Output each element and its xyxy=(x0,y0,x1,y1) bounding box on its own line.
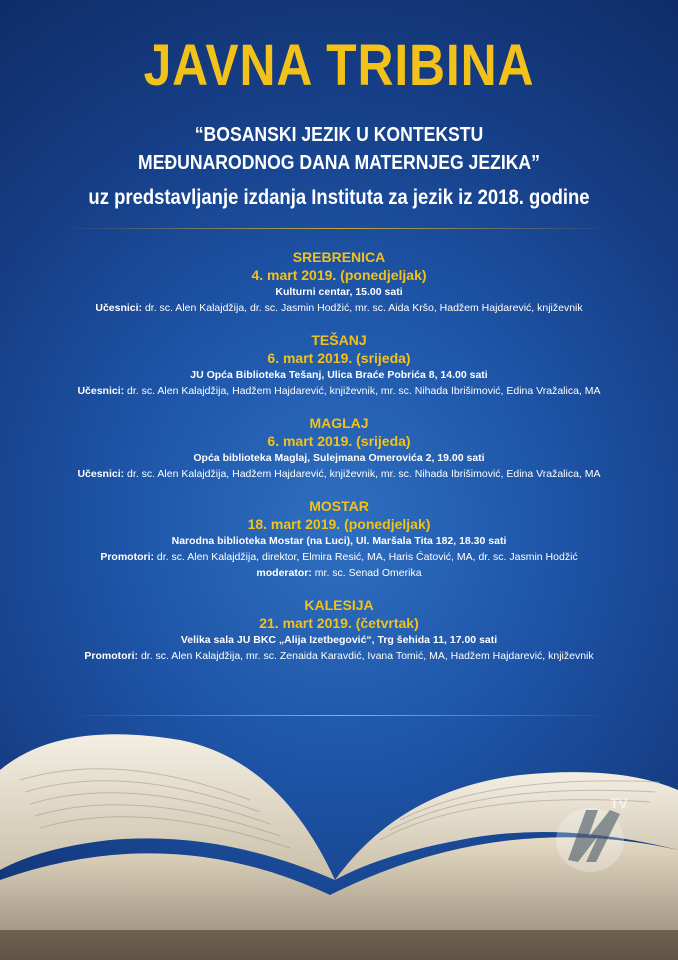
event-date: 21. mart 2019. (četvrtak) xyxy=(259,615,419,631)
svg-text:TV: TV xyxy=(610,795,628,811)
event-participants: Učesnici: dr. sc. Alen Kalajdžija, dr. sc. Jasmin Hodžić, mr. sc. Aida Kršo, Hadžem Hajdarević, književnik xyxy=(95,302,583,314)
event-participants: Promotori: dr. sc. Alen Kalajdžija, mr. sc. Zenaida Karavdić, Ivana Tomić, MA, Hadžem Hajdarević, književnik xyxy=(84,650,594,662)
event-moderator: moderator: mr. sc. Senad Omerika xyxy=(256,567,422,579)
event-srebrenica xyxy=(0,248,678,316)
event-maglaj xyxy=(0,414,678,482)
event-kalesija xyxy=(0,596,678,664)
event-date: 4. mart 2019. (ponedjeljak) xyxy=(251,267,427,283)
event-date: 6. mart 2019. (srijeda) xyxy=(267,433,411,449)
event-city: TEŠANJ xyxy=(311,332,367,348)
subtitle-line-1: “BOSANSKI JEZIK U KONTEKSTU xyxy=(194,124,484,146)
subtitle-line-2: MEĐUNARODNOG DANA MATERNJEG JEZIKA” xyxy=(138,152,540,174)
event-city: SREBRENICA xyxy=(292,249,386,265)
event-participants: Učesnici: dr. sc. Alen Kalajdžija, Hadžem Hajdarević, književnik, mr. sc. Nihada Ibrišimović, Edina Vražalica, MA xyxy=(77,468,601,480)
event-mostar xyxy=(0,497,678,581)
poster-title: JAVNA TRIBINA xyxy=(143,33,535,98)
event-date: 6. mart 2019. (srijeda) xyxy=(267,350,411,366)
event-participants: Učesnici: dr. sc. Alen Kalajdžija, Hadžem Hajdarević, književnik, mr. sc. Nihada Ibrišimović, Edina Vražalica, MA xyxy=(77,385,601,397)
event-participants: Promotori: dr. sc. Alen Kalajdžija, direktor, Elmira Resić, MA, Haris Ćatović, MA, dr. sc. Jasmin Hodžić xyxy=(100,551,578,563)
event-city: KALESIJA xyxy=(304,597,374,613)
bottom-divider xyxy=(62,715,616,716)
event-venue: Opća biblioteka Maglaj, Sulejmana Omerovića 2, 19.00 sati xyxy=(193,452,485,464)
top-divider xyxy=(62,228,616,229)
event-date: 18. mart 2019. (ponedjeljak) xyxy=(247,516,431,532)
event-venue: JU Opća Biblioteka Tešanj, Ulica Braće Pobrića 8, 14.00 sati xyxy=(190,369,488,381)
event-venue: Velika sala JU BKC „Alija Izetbegović“, Trg šehida 11, 17.00 sati xyxy=(180,634,498,646)
event-list xyxy=(0,248,678,679)
watermark-logo-icon xyxy=(548,790,638,880)
event-tesanj xyxy=(0,331,678,399)
event-venue: Kulturni centar, 15.00 sati xyxy=(275,286,403,298)
event-city: MAGLAJ xyxy=(309,415,369,431)
event-city: MOSTAR xyxy=(309,498,369,514)
subtitle-line-3: uz predstavljanje izdanja Instituta za jezik iz 2018. godine xyxy=(88,186,590,209)
event-venue: Narodna biblioteka Mostar (na Luci), Ul. Maršala Tita 182, 18.30 sati xyxy=(171,535,507,547)
